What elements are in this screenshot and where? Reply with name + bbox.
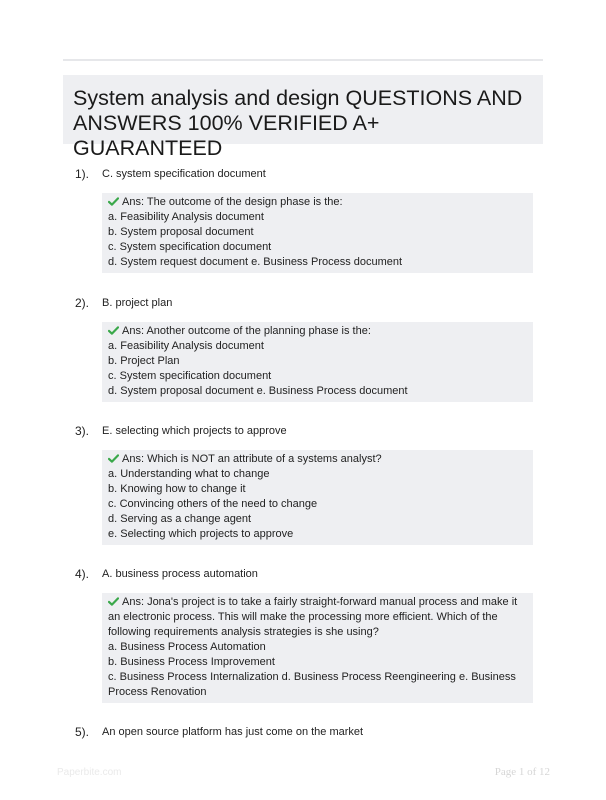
answer-option: a. Feasibility Analysis document — [108, 340, 264, 352]
answer-option: b. System proposal document — [108, 226, 254, 238]
question-answer-choice: B. project plan — [102, 297, 173, 309]
document-title: System analysis and design QUESTIONS AND ANSWERS 100% VERIFIED A+ GUARANTEED — [73, 86, 523, 160]
answer-option: a. Feasibility Analysis document — [108, 211, 264, 223]
question-number: 1). — [75, 167, 90, 181]
question-number: 2). — [75, 296, 90, 310]
answer-option: d. Serving as a change agent — [108, 513, 252, 525]
answer-question-text: Ans: The outcome of the design phase is the: — [122, 196, 343, 208]
answer-option: c. System specification document — [108, 370, 272, 382]
answer-option: d. System request document e. Business Process document — [108, 256, 403, 268]
answer-option: b. Business Process Improvement — [108, 656, 275, 668]
page-indicator: Page 1 of 12 — [494, 766, 550, 778]
answer-question-text: Ans: Which is NOT an attribute of a systems analyst? — [122, 453, 382, 465]
answer-option: c. System specification document — [108, 241, 272, 253]
question-number: 4). — [75, 567, 90, 581]
question-answer-choice: E. selecting which projects to approve — [102, 425, 287, 437]
answer-box — [102, 593, 533, 703]
answer-option: b. Knowing how to change it — [108, 483, 246, 495]
checkmark-icon — [108, 597, 119, 606]
title-banner — [63, 75, 543, 160]
answer-box — [102, 193, 533, 273]
footer-watermark: Paperbite.com — [57, 767, 122, 778]
answer-option: c. Business Process Internalization d. Business Process Reengineering e. Business Process Renovation — [108, 671, 516, 698]
answer-option: d. System proposal document e. Business Process document — [108, 385, 408, 397]
answer-box — [102, 450, 533, 545]
checkmark-icon — [108, 326, 119, 335]
answer-option: a. Understanding what to change — [108, 468, 270, 480]
question-answer-choice: A. business process automation — [102, 568, 258, 580]
answer-option: b. Project Plan — [108, 355, 180, 367]
question-number: 3). — [75, 424, 90, 438]
question-answer-choice: An open source platform has just come on the market — [102, 726, 364, 738]
answer-box — [102, 322, 533, 402]
checkmark-icon — [108, 197, 119, 206]
answer-option: e. Selecting which projects to approve — [108, 528, 294, 540]
question-number: 5). — [75, 725, 90, 739]
answer-question-text: Ans: Jona's project is to take a fairly straight-forward manual process and make it an electronic process. This will make the processing more efficient. Which of the following requirements analysis strategies is she using? — [108, 596, 518, 638]
answer-question-text: Ans: Another outcome of the planning phase is the: — [122, 325, 371, 337]
top-divider — [63, 59, 543, 61]
question-answer-choice: C. system specification document — [102, 168, 266, 180]
answer-option: a. Business Process Automation — [108, 641, 266, 653]
answer-option: c. Convincing others of the need to change — [108, 498, 318, 510]
checkmark-icon — [108, 454, 119, 463]
